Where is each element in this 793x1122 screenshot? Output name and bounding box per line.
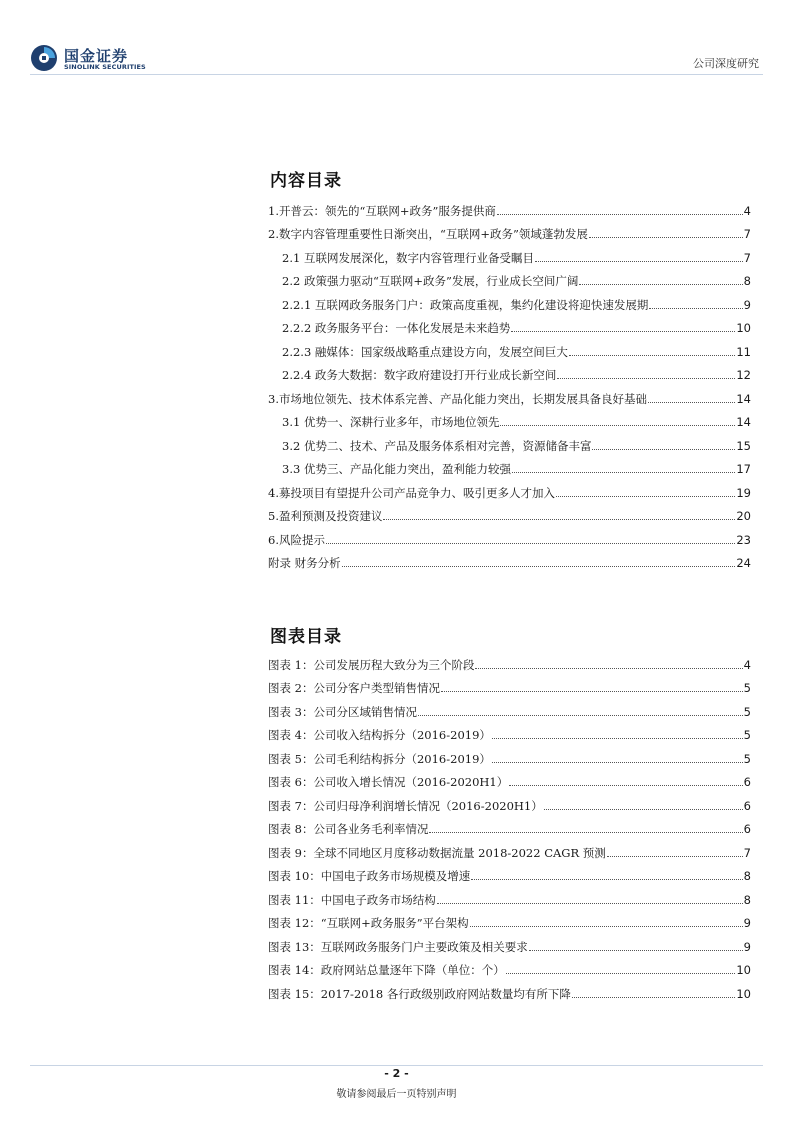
toc-entry-label: 图表 3：公司分区域销售情况	[268, 704, 417, 719]
sinolink-logo-icon	[30, 44, 58, 72]
dot-leader	[429, 832, 742, 833]
toc-entry[interactable]	[268, 549, 751, 573]
toc-entry-page: 10	[736, 321, 751, 335]
toc-entry-label: 图表 8：公司各业务毛利率情况	[268, 822, 429, 836]
dot-leader	[511, 331, 735, 332]
toc-entry[interactable]	[268, 791, 751, 815]
toc-entry-page: 8	[743, 869, 751, 883]
toc-entry-label: 图表 6：公司收入增长情况（2016-2020H1）	[268, 775, 509, 789]
toc-entry-label: 1.开普云：领先的“互联网+政务”服务提供商	[268, 203, 496, 218]
dot-leader	[470, 926, 743, 927]
toc-entry-label: 图表 10：中国电子政务市场规模及增速	[268, 869, 471, 883]
toc-entry[interactable]	[268, 361, 751, 385]
brand-name-en: SINOLINK SECURITIES	[64, 63, 146, 71]
toc-entry-page: 7	[743, 250, 751, 265]
dot-leader	[572, 997, 735, 998]
disclaimer: 敬请参阅最后一页特别声明	[336, 1089, 457, 1100]
toc-entry-label: 图表 7：公司归母净利润增长情况（2016-2020H1）	[268, 798, 543, 813]
dot-leader	[557, 378, 735, 379]
contents-list	[268, 196, 751, 572]
toc-entry-page: 6	[743, 822, 751, 836]
dot-leader	[569, 355, 735, 356]
footer-divider	[30, 1065, 763, 1066]
toc-entry[interactable]	[268, 525, 751, 549]
brand-name-cn: 国金证券	[64, 47, 129, 65]
dot-leader	[535, 261, 743, 262]
toc-entry[interactable]	[268, 314, 751, 338]
dot-leader	[418, 715, 743, 716]
dot-leader	[544, 809, 743, 810]
toc-entry-page: 9	[743, 297, 751, 312]
toc-entry-page: 9	[743, 916, 751, 930]
toc-entry-label: 图表 5：公司毛利结构拆分（2016-2019）	[268, 751, 491, 766]
contents-title: 内容目录	[270, 171, 342, 191]
toc-entry-page: 7	[743, 845, 751, 860]
dot-leader	[579, 284, 742, 285]
dot-leader	[649, 308, 742, 309]
toc-entry[interactable]	[268, 909, 751, 933]
brand-logo	[30, 44, 160, 72]
toc-entry-label: 2.2.1 互联网政务服务门户：政策高度重视，集约化建设将迎快速发展期	[282, 297, 649, 312]
toc-entry-label: 3.1 优势一、深耕行业多年，市场地位领先	[282, 415, 500, 429]
toc-entry[interactable]	[268, 956, 751, 980]
toc-entry-page: 4	[743, 203, 751, 218]
toc-entry-label: 2.2.4 政务大数据：数字政府建设打开行业成长新空间	[282, 368, 557, 382]
toc-entry-label: 图表 11：中国电子政务市场结构	[268, 892, 436, 907]
dot-leader	[342, 566, 736, 567]
dot-leader	[509, 785, 742, 786]
figures-title: 图表目录	[270, 627, 342, 647]
toc-entry-page: 5	[743, 704, 751, 719]
toc-entry-page: 8	[743, 274, 751, 288]
dot-leader	[500, 425, 735, 426]
toc-entry-page: 7	[743, 227, 751, 241]
dot-leader	[589, 237, 743, 238]
toc-entry-label: 2.2 政策强力驱动“互联网+政务”发展，行业成长空间广阔	[282, 274, 579, 288]
toc-entry-page: 14	[736, 415, 751, 429]
dot-leader	[441, 691, 743, 692]
toc-entry-page: 5	[743, 681, 751, 695]
toc-entry[interactable]	[268, 697, 751, 721]
toc-entry[interactable]	[268, 502, 751, 526]
toc-entry[interactable]	[268, 220, 751, 244]
toc-entry-label: 2.2.3 融媒体：国家级战略重点建设方向，发展空间巨大	[282, 344, 568, 359]
toc-entry-page: 24	[736, 556, 751, 570]
toc-entry-page: 6	[743, 798, 751, 813]
toc-entry-label: 图表 4：公司收入结构拆分（2016-2019）	[268, 728, 491, 742]
dot-leader	[326, 543, 735, 544]
toc-entry-label: 3.3 优势三、产品化能力突出，盈利能力较强	[282, 462, 511, 476]
toc-entry-page: 19	[736, 485, 751, 500]
dot-leader	[437, 903, 743, 904]
header-divider	[30, 74, 763, 75]
toc-entry-page: 23	[736, 532, 751, 547]
toc-entry-page: 14	[736, 391, 751, 406]
toc-entry-page: 11	[736, 344, 751, 359]
dot-leader	[512, 472, 735, 473]
toc-entry[interactable]	[268, 384, 751, 408]
toc-entry-label: 图表 9：全球不同地区月度移动数据流量 2018-2022 CAGR 预测	[268, 845, 606, 860]
toc-entry-label: 3.2 优势二、技术、产品及服务体系相对完善，资源储备丰富	[282, 438, 592, 453]
toc-entry-page: 5	[743, 751, 751, 766]
toc-entry[interactable]	[268, 838, 751, 862]
toc-entry[interactable]	[268, 721, 751, 745]
dot-leader	[492, 738, 743, 739]
toc-entry[interactable]	[268, 267, 751, 291]
dot-leader	[607, 856, 743, 857]
toc-entry[interactable]	[268, 932, 751, 956]
page-header	[0, 0, 793, 80]
dot-leader	[506, 973, 736, 974]
toc-entry[interactable]	[268, 674, 751, 698]
dot-leader	[529, 950, 743, 951]
toc-entry-label: 2.1 互联网发展深化，数字内容管理行业备受瞩目	[282, 250, 534, 265]
toc-entry-page: 15	[736, 438, 751, 453]
toc-entry-page: 17	[736, 462, 751, 476]
toc-entry-label: 4.募投项目有望提升公司产品竞争力、吸引更多人才加入	[268, 485, 555, 500]
toc-entry[interactable]	[268, 862, 751, 886]
toc-entry-page: 10	[736, 986, 751, 1001]
dot-leader	[592, 449, 735, 450]
toc-entry[interactable]	[268, 650, 751, 674]
toc-entry[interactable]	[268, 290, 751, 314]
toc-entry-page: 12	[736, 368, 751, 382]
figures-list	[268, 650, 751, 1003]
toc-entry-label: 图表 2：公司分客户类型销售情况	[268, 681, 440, 695]
toc-entry[interactable]	[268, 885, 751, 909]
toc-entry[interactable]	[268, 979, 751, 1003]
dot-leader	[492, 762, 743, 763]
toc-entry[interactable]	[268, 196, 751, 220]
toc-entry-label: 2.数字内容管理重要性日渐突出，“互联网+政务”领域蓬勃发展	[268, 227, 588, 241]
toc-entry-label: 6.风险提示	[268, 532, 325, 547]
toc-entry-label: 附录 财务分析	[268, 556, 341, 570]
toc-entry[interactable]	[268, 744, 751, 768]
toc-entry-label: 图表 15：2017-2018 各行政级别政府网站数量均有所下降	[268, 986, 571, 1001]
toc-entry[interactable]	[268, 478, 751, 502]
toc-entry-label: 5.盈利预测及投资建议	[268, 509, 383, 523]
toc-entry-label: 图表 13：互联网政务服务门户主要政策及相关要求	[268, 939, 528, 954]
toc-entry-page: 20	[736, 509, 751, 523]
toc-entry-label: 2.2.2 政务服务平台：一体化发展是未来趋势	[282, 321, 511, 335]
toc-entry-label: 图表 12：“互联网+政务服务”平台架构	[268, 916, 469, 930]
dot-leader	[648, 402, 735, 403]
toc-entry-page: 6	[743, 775, 751, 789]
dot-leader	[383, 519, 735, 520]
toc-entry-page: 5	[743, 728, 751, 742]
toc-entry-page: 10	[736, 963, 751, 977]
dot-leader	[471, 879, 742, 880]
dot-leader	[475, 668, 742, 669]
dot-leader	[556, 496, 735, 497]
toc-entry-label: 3.市场地位领先、技术体系完善、产品化能力突出，长期发展具备良好基础	[268, 391, 647, 406]
toc-entry-label: 图表 1：公司发展历程大致分为三个阶段	[268, 657, 475, 672]
toc-entry-page: 8	[743, 892, 751, 907]
toc-entry[interactable]	[268, 455, 751, 479]
report-type: 公司深度研究	[693, 57, 759, 70]
toc-entry-page: 4	[743, 657, 751, 672]
page-number: - 2 -	[384, 1067, 409, 1080]
dot-leader	[497, 214, 743, 215]
toc-entry-page: 9	[743, 939, 751, 954]
toc-entry[interactable]	[268, 815, 751, 839]
toc-entry-label: 图表 14：政府网站总量逐年下降（单位：个）	[268, 963, 505, 977]
toc-entry[interactable]	[268, 768, 751, 792]
toc-entry[interactable]	[268, 431, 751, 455]
toc-entry[interactable]	[268, 243, 751, 267]
toc-entry[interactable]	[268, 337, 751, 361]
toc-entry[interactable]	[268, 408, 751, 432]
